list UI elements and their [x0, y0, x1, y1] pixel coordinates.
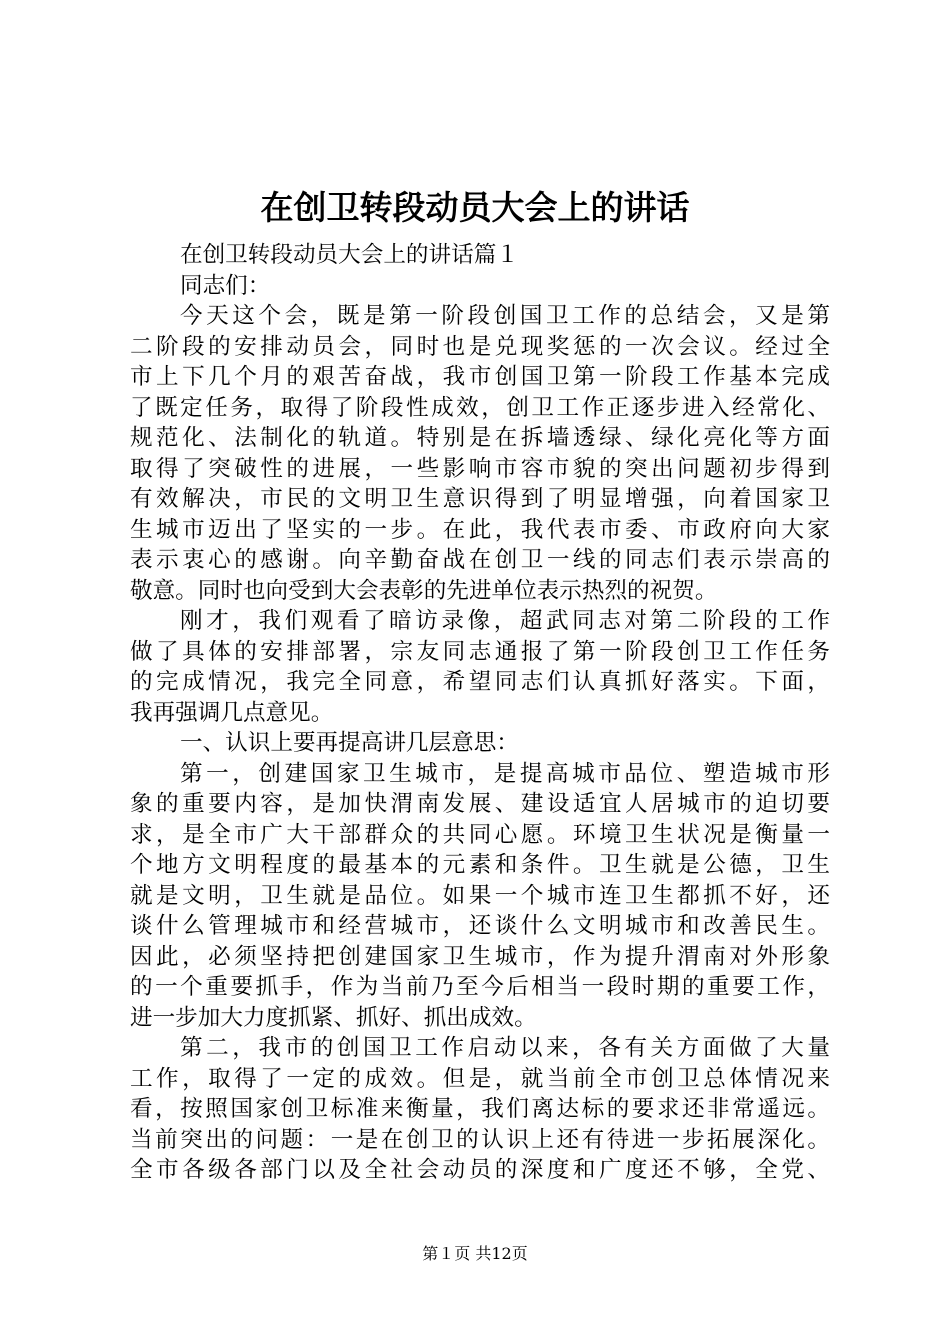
page-footer: 第１页 共12页 — [422, 1244, 528, 1263]
text-line: 工作，取得了一定的成效。但是，就当前全市创卫总体情况来 — [130, 1065, 830, 1092]
text-line: 二阶段的安排动员会，同时也是兑现奖惩的一次会议。经过全 — [130, 333, 830, 360]
text-line: 谈什么管理城市和经营城市，还谈什么文明城市和改善民生。 — [130, 913, 830, 939]
text-line: 全市各级各部门以及全社会动员的深度和广度还不够，全党、 — [130, 1157, 830, 1183]
text-line: 市上下几个月的艰苦奋战，我市创国卫第一阶段工作基本完成 — [130, 364, 830, 390]
text-line: 进一步加大力度抓紧、抓好、抓出成效。 — [130, 1004, 537, 1031]
text-line: 同志们： — [180, 272, 271, 299]
text-line: 因此，必须坚持把创建国家卫生城市，作为提升渭南对外形象 — [130, 943, 830, 970]
text-line: 我再强调几点意见。 — [130, 699, 334, 726]
text-line: 生城市迈出了坚实的一步。在此，我代表市委、市政府向大家 — [130, 516, 830, 543]
text-line: 规范化、法制化的轨道。特别是在拆墙透绿、绿化亮化等方面 — [130, 425, 830, 451]
text-line: 在创卫转段动员大会上的讲话篇１ — [180, 242, 519, 268]
text-line: 个地方文明程度的最基本的元素和条件。卫生就是公德，卫生 — [130, 852, 830, 878]
text-line: 的完成情况，我完全同意，希望同志们认真抓好落实。下面， — [130, 669, 830, 695]
document-title: 在创卫转段动员大会上的讲话 — [260, 188, 690, 227]
text-line: 第二，我市的创国卫工作启动以来，各有关方面做了大量 — [180, 1035, 830, 1061]
text-line: 看，按照国家创卫标准来衡量，我们离达标的要求还非常遥远。 — [130, 1096, 830, 1122]
text-line: 做了具体的安排部署，宗友同志通报了第一阶段创卫工作任务 — [130, 638, 830, 665]
text-line: 象的重要内容，是加快渭南发展、建设适宜人居城市的迫切要 — [130, 791, 830, 817]
text-line: 当前突出的问题：一是在创卫的认识上还有待进一步拓展深化。 — [130, 1126, 830, 1153]
text-line: 今天这个会，既是第一阶段创国卫工作的总结会，又是第 — [180, 303, 830, 329]
document-body — [130, 240, 830, 1186]
text-line: 就是文明，卫生就是品位。如果一个城市连卫生都抓不好，还 — [130, 882, 830, 909]
text-line: 取得了突破性的进展，一些影响市容市貌的突出问题初步得到 — [130, 455, 830, 482]
text-line: 敬意。同时也向受到大会表彰的先进单位表示热烈的祝贺。 — [130, 577, 718, 604]
text-line: 表示衷心的感谢。向辛勤奋战在创卫一线的同志们表示崇高的 — [130, 547, 830, 573]
text-line: 的一个重要抓手，作为当前乃至今后相当一段时期的重要工作， — [130, 974, 830, 1000]
text-line: 有效解决，市民的文明卫生意识得到了明显增强，向着国家卫 — [130, 486, 830, 512]
text-line: 刚才，我们观看了暗访录像，超武同志对第二阶段的工作 — [180, 608, 830, 634]
text-line: 了既定任务，取得了阶段性成效，创卫工作正逐步进入经常化、 — [130, 394, 830, 421]
text-line: 求，是全市广大干部群众的共同心愿。环境卫生状况是衡量一 — [130, 821, 830, 848]
text-line: 一、认识上要再提高讲几层意思： — [180, 730, 519, 756]
text-line: 第一，创建国家卫生城市，是提高城市品位、塑造城市形 — [180, 760, 830, 787]
